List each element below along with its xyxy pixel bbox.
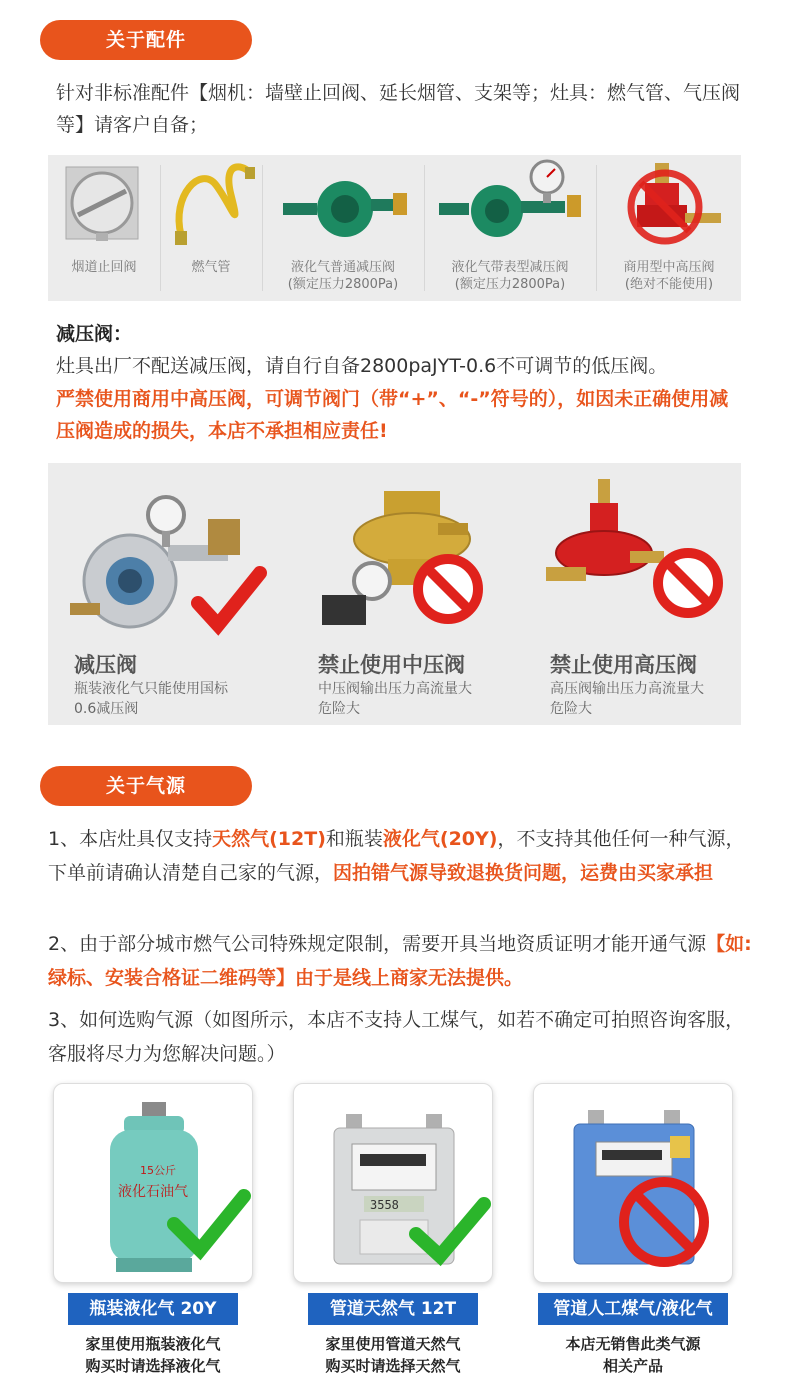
panel-desc: 中压阀输出压力高流量大 危险大 (318, 681, 472, 717)
accessories-intro: 针对非标准配件【烟机：墙壁止回阀、延长烟管、支架等；灶具：燃气管、气压阀等】请客户自备； (56, 82, 741, 136)
panel-desc: 瓶装液化气只能使用国标 0.6减压阀 (74, 681, 228, 717)
panel-title: 禁止使用高压阀 (550, 653, 697, 677)
accessory-caption: 液化气普通减压阀 (额定压力2800Pa) (287, 260, 399, 292)
red-valve-banned-icon (597, 155, 741, 255)
svg-text:15公斤: 15公斤 (140, 1164, 176, 1177)
card-tag: 管道天然气 12T (308, 1293, 478, 1325)
svg-text:3558: 3558 (370, 1198, 399, 1212)
high-pressure-regulator-icon (518, 463, 741, 643)
accessory-commercial-valve (597, 155, 741, 301)
panel-low-pressure (48, 463, 288, 725)
accessory-caption: 液化气带表型减压阀 (额定压力2800Pa) (451, 260, 569, 292)
panel-desc: 高压阀输出压力高流量大 危险大 (550, 681, 704, 717)
flue-check-valve-icon (48, 155, 160, 255)
manufactured-gas-meter-icon (534, 1084, 733, 1283)
accessory-gauge-regulator (425, 155, 595, 301)
medium-pressure-regulator-icon (288, 463, 518, 643)
section-title-accessories: 关于配件 (40, 20, 252, 60)
accessory-flue-check-valve (48, 155, 160, 301)
accessory-strip (48, 155, 741, 301)
accessory-gas-hose (161, 155, 261, 301)
regulator-note: 灶具出厂不配送减压阀，请自行自备2800paJYT-0.6不可调节的低压阀。 (56, 355, 668, 377)
gas-hose-icon (161, 155, 261, 255)
card-desc: 家里使用瓶装液化气 购买时请选择液化气 (85, 1335, 221, 1375)
panel-high-pressure (518, 463, 741, 725)
card-desc: 本店无销售此类气源 相关产品 (565, 1335, 701, 1375)
card-tag: 瓶装液化气 20Y (68, 1293, 238, 1325)
gauge-regulator-icon (425, 155, 595, 255)
check-icon (198, 573, 260, 625)
lpg-cylinder-icon (54, 1084, 253, 1283)
green-regulator-icon (263, 155, 423, 255)
regulator-panel (48, 463, 741, 725)
regulator-warning: 严禁使用商用中高压阀，可调节阀门（带“+”、“-”符号的），如因未正确使用减压阀造成的损失，本店不承担相应责任! (56, 388, 729, 442)
accessory-caption: 燃气管 (191, 260, 231, 275)
accessory-caption: 商用型中高压阀 (绝对不能使用) (623, 260, 715, 292)
gas-item-3: 3、如何选购气源（如图所示，本店不支持人工煤气，如若不确定可拍照咨询客服，客服将尽力为您解决问题。） (48, 1009, 745, 1065)
card-desc: 家里使用管道天然气 购买时请选择天然气 (325, 1335, 461, 1375)
card-natural-gas-meter (293, 1083, 493, 1283)
panel-medium-pressure (288, 463, 518, 725)
accessory-caption: 烟道止回阀 (71, 260, 137, 275)
regulator-heading: 减压阀： (56, 323, 133, 345)
natural-gas-meter-icon (294, 1084, 493, 1283)
accessory-ordinary-regulator (263, 155, 423, 301)
svg-text:液化石油气: 液化石油气 (118, 1184, 188, 1200)
card-lpg-cylinder (53, 1083, 253, 1283)
gas-item-2: 2、由于部分城市燃气公司特殊规定限制，需要开具当地资质证明才能开通气源【如:绿标、安装合格证二维码等】由于是线上商家无法提供。 (48, 933, 752, 989)
gas-item-1: 1、本店灶具仅支持天然气(12T)和瓶装液化气(20Y)，不支持其他任何一种气源，下单前请确认清楚自己家的气源，因拍错气源导致退换货问题，运费由买家承担 (48, 828, 745, 884)
card-tag: 管道人工煤气/液化气 (538, 1293, 728, 1325)
panel-title: 减压阀 (74, 653, 137, 677)
section-title-gas: 关于气源 (40, 766, 252, 806)
panel-title: 禁止使用中压阀 (318, 653, 465, 677)
low-pressure-regulator-icon (48, 463, 288, 643)
card-manufactured-gas-meter (533, 1083, 733, 1283)
